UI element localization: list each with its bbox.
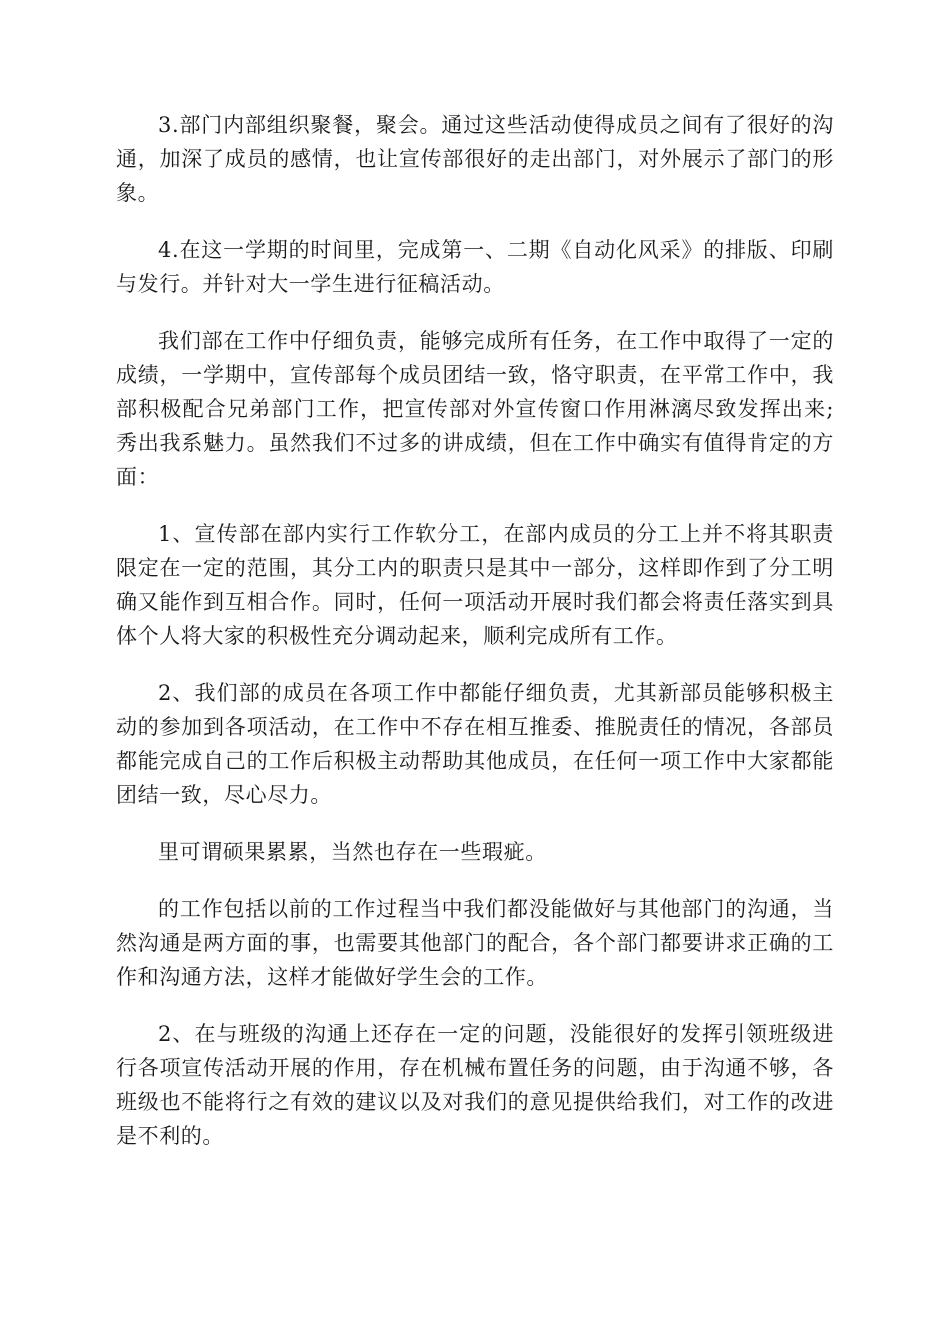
paragraph-issue-1: 的工作包括以前的工作过程当中我们都没能做好与其他部门的沟通，当然沟通是两方面的事，也需要其他部门的配合，各个部门都要讲求正确的工作和沟通方法，这样才能做好学生会的工作。 [116, 897, 834, 989]
paragraph-issue-2: 2、在与班级的沟通上还存在一定的问题，没能很好的发挥引领班级进行各项宣传活动开展的作用，存在机械布置任务的问题，由于沟通不够，各班级也不能将行之有效的建议以及对我们的意见提供给我们，对工作的改进是不利的。 [116, 1022, 834, 1148]
paragraph-transition: 里可谓硕果累累，当然也存在一些瑕疵。 [158, 840, 547, 864]
paragraph-item-4: 4.在这一学期的时间里，完成第一、二期《自动化风采》的排版、印刷与发行。并针对大一学生进行征稿活动。 [116, 238, 834, 296]
paragraph-point-1: 1、宣传部在部内实行工作软分工，在部内成员的分工上并不将其职责限定在一定的范围，其分工内的职责只是其中一部分，这样即作到了分工明确又能作到互相合作。同时，任何一项活动开展时我们都会将责任落实到具体个人将大家的积极性充分调动起来，顺利完成所有工作。 [116, 522, 834, 648]
document-page [116, 108, 834, 1176]
paragraph-summary: 我们部在工作中仔细负责，能够完成所有任务，在工作中取得了一定的成绩，一学期中，宣传部每个成员团结一致，恪守职责，在平常工作中，我部积极配合兄弟部门工作，把宣传部对外宣传窗口作用淋漓尽致发挥出来;秀出我系魅力。虽然我们不过多的讲成绩，但在工作中确实有值得肯定的方面： [116, 329, 834, 489]
paragraph-item-3: 3.部门内部组织聚餐，聚会。通过这些活动使得成员之间有了很好的沟通，加深了成员的感情，也让宣传部很好的走出部门，对外展示了部门的形象。 [116, 113, 834, 205]
paragraph-point-2: 2、我们部的成员在各项工作中都能仔细负责，尤其新部员能够积极主动的参加到各项活动，在工作中不存在相互推委、推脱责任的情况，各部员都能完成自己的工作后积极主动帮助其他成员，在任何一项工作中大家都能团结一致，尽心尽力。 [116, 681, 834, 807]
